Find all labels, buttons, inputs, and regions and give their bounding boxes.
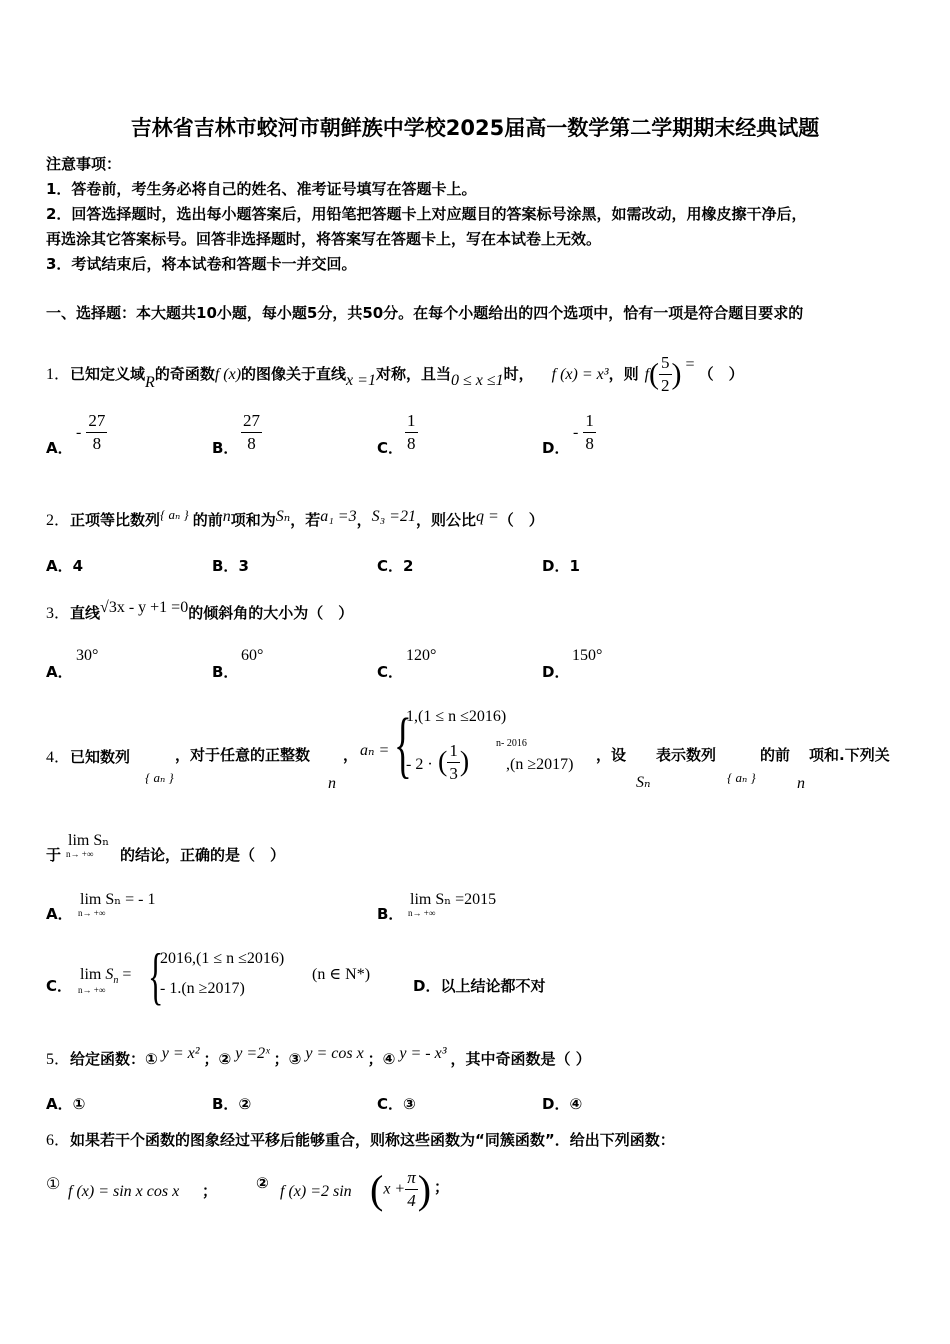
q4-case-2a: - 2 · <box>406 756 433 773</box>
q3-option-c-value: 120° <box>406 647 437 664</box>
q1-text-5: 时， <box>503 365 534 383</box>
q4-n-2: n <box>797 775 805 792</box>
q6-semi-1: ； <box>202 1182 218 1200</box>
q1-ask-eq: = <box>685 356 695 373</box>
q4-case-1: 1,(1 ≤ n ≤2016) <box>406 708 507 725</box>
question-5 <box>46 1046 591 1069</box>
q4-option-b-label: B． <box>377 905 404 923</box>
q6-f2-paren <box>370 1166 431 1213</box>
q2-option-a <box>46 555 83 576</box>
q1-ask-f: f <box>644 366 650 383</box>
q2-sn: Sₙ <box>275 508 291 525</box>
q4-line1 <box>46 744 130 767</box>
q4-text-1: 已知数列 <box>70 748 131 766</box>
notice-heading: 注意事项： <box>46 155 122 173</box>
fraction-numerator: 5 <box>659 352 672 375</box>
q3-option-c-label: C． <box>377 663 404 681</box>
q6-semi-2: ； <box>434 1178 450 1196</box>
q4-case-2-exp: n- 2016 <box>496 738 527 749</box>
option-label: B． <box>212 1095 239 1113</box>
fraction-denominator: 8 <box>585 434 594 453</box>
notice-item-3: 3．考试结束后，将本试卷和答题卡一并交回。 <box>46 255 357 273</box>
q1-option-a-label: A． <box>46 439 73 457</box>
q4-option-d <box>413 975 545 996</box>
q4-option-c-case-1: 2016,(1 ≤ n ≤2016) <box>160 950 285 967</box>
q3-equation: √3x - y +1 =0 <box>100 599 189 616</box>
q2-text-1: 正项等比数列 <box>70 511 161 529</box>
q4-option-a-label: A． <box>46 905 73 923</box>
q2-option-d <box>542 555 580 576</box>
question-number: 4． <box>46 749 71 766</box>
q2-text-2: 的前 <box>192 511 223 529</box>
q5-sep-1: ；② <box>203 1050 232 1068</box>
q4-lim: lim Sₙ <box>68 832 110 849</box>
q4-option-c-lim: $\lim S_n$ = <box>80 966 132 987</box>
q2-seq: { aₙ } <box>160 507 189 522</box>
q4-case-2b: ,(n ≥2017) <box>506 756 574 773</box>
q1-ask-fraction <box>659 352 672 397</box>
option-label: B． <box>212 557 239 575</box>
q1-text-6: ，则 <box>608 365 639 383</box>
option-sign: - <box>573 424 579 441</box>
q6-text-1: 如果若干个函数的图象经过平移后能够重合，则称这些函数为“同簇函数”．给出下列函数： <box>70 1131 675 1149</box>
fraction-denominator: 8 <box>407 434 416 453</box>
option-value: ② <box>238 1095 252 1113</box>
q3-option-a-value: 30° <box>76 647 99 664</box>
question-number: 5． <box>46 1051 71 1068</box>
q2-s3: S₃ =21 <box>371 508 416 525</box>
q2-n: n <box>222 508 231 525</box>
q5-f3: y = cos x <box>305 1045 364 1062</box>
q4-option-c-sub: n→ +∞ <box>78 985 106 995</box>
q6-circle-1: ① <box>46 1176 61 1193</box>
option-value: 4 <box>72 557 84 575</box>
option-label: A． <box>46 557 73 575</box>
question-2 <box>46 507 544 530</box>
q1-ask-rparen: ) <box>671 357 682 391</box>
fraction-denominator: 2 <box>661 376 670 395</box>
fraction-denominator: 8 <box>247 434 256 453</box>
q3-option-d-value: 150° <box>572 647 603 664</box>
q4-text-7: 项和.下列关 <box>809 746 890 764</box>
q4-option-c-brace: { <box>148 940 164 1011</box>
q2-text-3: 项和为 <box>230 511 276 529</box>
q4-text-4: ，设 <box>596 746 627 764</box>
q5-f2: y =2ˣ <box>235 1045 270 1062</box>
fraction-numerator: 1 <box>405 410 418 433</box>
q4-seq-2: { aₙ } <box>727 770 756 785</box>
option-value: 2 <box>403 557 414 575</box>
q6-circle-2: ② <box>256 1174 269 1192</box>
q4-case-2-frac <box>447 740 460 785</box>
q2-option-c <box>377 555 413 576</box>
q6-fraction <box>405 1167 418 1212</box>
question-number: 3． <box>46 605 71 622</box>
q3-text-2: 的倾斜角的大小为（ ） <box>188 604 354 622</box>
q5-option-d <box>542 1093 582 1114</box>
question-number: 6． <box>46 1132 71 1149</box>
q4-sn-1: Sₙ <box>636 774 651 791</box>
q5-text-2: ，其中奇函数是（ ） <box>450 1050 591 1068</box>
fraction-denominator: 4 <box>407 1191 416 1210</box>
q6-f2a: f (x) =2 sin <box>280 1183 352 1200</box>
question-3 <box>46 600 353 623</box>
q3-option-b-value: 60° <box>241 647 264 664</box>
option-fraction <box>405 410 418 455</box>
q4-option-a-sub: n→ +∞ <box>78 908 106 918</box>
q1-paren: （ ） <box>698 365 744 383</box>
option-fraction <box>583 410 596 455</box>
q1-option-b-value <box>241 410 262 455</box>
fraction-numerator: 27 <box>241 410 262 433</box>
q4-text-8: 于 <box>46 846 62 864</box>
q4-lim-sub: n→ +∞ <box>66 849 94 859</box>
q6-lparen: ( <box>370 1167 384 1212</box>
q5-f1: y = x² <box>161 1045 200 1062</box>
q1-line: x =1 <box>346 372 376 389</box>
notice-item-2: 2．回答选择题时，选出每小题答案后，用铅笔把答题卡上对应题目的答案标号涂黑，如需改动，用橡皮擦干净后， <box>46 205 807 223</box>
q1-text-4: 对称，且当 <box>375 365 451 383</box>
q1-option-b-label: B． <box>212 439 239 457</box>
option-value: 3 <box>238 557 249 575</box>
q2-text-4: ，若 <box>290 511 321 529</box>
q3-option-a-label: A． <box>46 663 73 681</box>
fraction-denominator: 8 <box>92 434 102 453</box>
q2-text-5: ，则公比 <box>415 511 476 529</box>
option-value: ① <box>72 1095 86 1113</box>
q2-q: q = <box>475 508 499 525</box>
q4-brace: { <box>394 704 412 786</box>
q1-text-3: 的图像关于直线 <box>241 365 347 383</box>
fraction-numerator: 27 <box>86 410 107 433</box>
q6-f2b: x + <box>383 1180 406 1198</box>
q1-option-c-value <box>405 410 418 455</box>
q5-option-a <box>46 1093 85 1114</box>
option-value: 1 <box>569 557 580 575</box>
q4-option-c-tail: (n ∈ N*) <box>312 966 371 983</box>
q1-option-d-value <box>573 410 596 455</box>
q4-text-2: ，对于任意的正整数 <box>175 746 311 764</box>
q1-option-d-label: D． <box>542 439 570 457</box>
q3-option-b-label: B． <box>212 663 239 681</box>
section-heading: 一、选择题：本大题共10小题，每小题5分，共50分。在每个小题给出的四个选项中，恰有一项是符合题目要求的 <box>46 304 804 322</box>
q2-a1: a₁ =3 <box>320 508 357 525</box>
q2-paren: （ ） <box>498 511 544 529</box>
q4-option-c-case-2: - 1.(n ≥2017) <box>160 980 245 997</box>
notice-item-1: 1．答卷前，考生务必将自己的姓名、准考证号填写在答题卡上。 <box>46 180 477 198</box>
option-label: D． <box>413 977 441 995</box>
q1-fx: f (x) <box>214 366 242 383</box>
notice-item-2-cont: 再选涂其它答案标号。回答非选择题时，将答案写在答题卡上，写在本试卷上无效。 <box>46 230 602 248</box>
fraction-numerator: 1 <box>583 410 596 433</box>
q6-f1: f (x) = sin x cos x <box>68 1183 180 1200</box>
q5-option-b <box>212 1093 251 1114</box>
option-text: 以上结论都不对 <box>440 977 546 995</box>
q1-range: 0 ≤ x ≤1 <box>450 372 504 389</box>
option-fraction <box>86 410 107 455</box>
q4-case-2-fraction <box>438 740 469 785</box>
q4-option-b-sub: n→ +∞ <box>408 908 436 918</box>
q2-comma: ， <box>356 511 372 529</box>
q5-text-1: 给定函数：① <box>70 1050 158 1068</box>
q4-case-2-lparen: ( <box>438 746 448 778</box>
q1-option-c-label: C． <box>377 439 404 457</box>
option-value: ③ <box>403 1095 416 1113</box>
q4-option-c-label: C． <box>46 977 73 995</box>
question-1 <box>46 352 744 397</box>
q5-sep-3: ；④ <box>367 1050 396 1068</box>
fraction-numerator: 1 <box>447 740 460 763</box>
option-label: D． <box>542 557 570 575</box>
option-value: ④ <box>569 1095 583 1113</box>
q6-rparen: ) <box>417 1167 432 1212</box>
q1-ask-lparen: ( <box>649 357 660 391</box>
q4-text-3: ， <box>343 746 359 764</box>
q2-option-b <box>212 555 249 576</box>
q4-an: aₙ = <box>360 742 390 759</box>
fraction-denominator: 3 <box>449 764 458 783</box>
q3-option-d-label: D． <box>542 663 570 681</box>
q5-option-c <box>377 1093 416 1114</box>
q4-text-9: 的结论，正确的是（ ） <box>120 846 286 864</box>
page-title: 吉林省吉林市蛟河市朝鲜族中学校2025届高一数学第二学期期末经典试题 <box>130 116 820 140</box>
q5-sep-2: ；③ <box>273 1050 302 1068</box>
option-label: D． <box>542 1095 570 1113</box>
q1-text-2: 的奇函数 <box>154 365 215 383</box>
q4-case-2-rparen: ) <box>459 746 470 778</box>
q4-option-a-value: lim Sₙ = - 1 <box>80 891 156 908</box>
fraction-numerator: π <box>405 1167 418 1190</box>
question-number: 1． <box>46 366 71 383</box>
q4-seq-1: { aₙ } <box>145 770 174 785</box>
q4-option-b-value: lim Sₙ =2015 <box>410 891 497 908</box>
option-sign: - <box>76 424 82 441</box>
q1-text-1: 已知定义域 <box>70 365 146 383</box>
option-label: C． <box>377 557 404 575</box>
q4-text-5: 表示数列 <box>656 746 717 764</box>
q5-f4: y = - x³ <box>399 1045 447 1062</box>
q4-text-6: 的前 <box>760 746 791 764</box>
question-number: 2． <box>46 512 71 529</box>
question-6 <box>46 1127 675 1150</box>
q3-text-1: 直线 <box>70 604 101 622</box>
option-label: C． <box>377 1095 404 1113</box>
q1-def: f (x) = x³ <box>551 366 609 383</box>
q1-option-a-value <box>76 410 107 455</box>
option-fraction <box>241 410 262 455</box>
q4-n-1: n <box>328 775 336 792</box>
option-label: A． <box>46 1095 73 1113</box>
q1-domain: R <box>145 374 155 391</box>
